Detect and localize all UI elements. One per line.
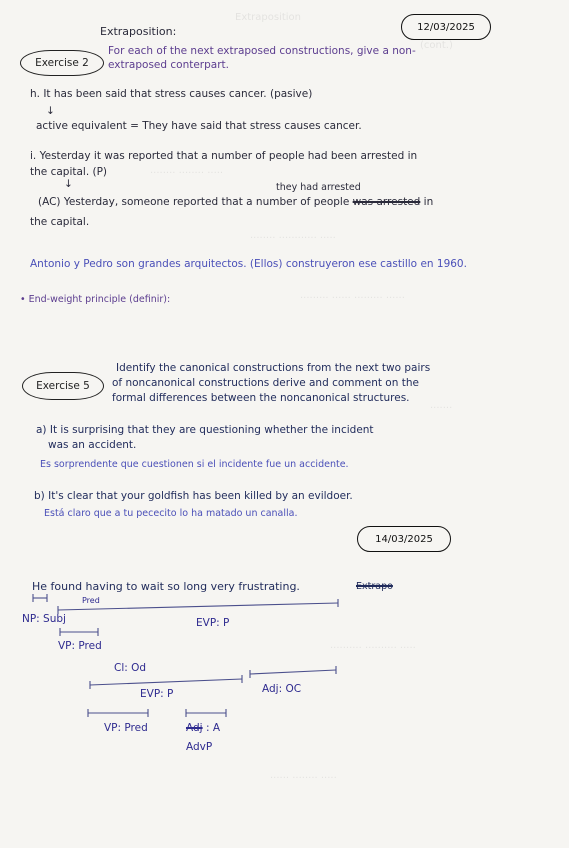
exercise-label: Exercise 5	[22, 372, 104, 400]
bleed-through-text: Extraposition (cont.) ........ ........ ..... ........ ............ ..... ......... ...... ......... ...... ....... .......... .......... ..... ...... ........ .....	[150, 12, 453, 781]
analysis-label-adv-a: Adj : A	[186, 722, 220, 734]
analysis-label-adj-oc: Adj: OC	[262, 683, 302, 695]
exercise5-instruction-line1: Identify the canonical constructions from the next two pairs	[116, 362, 431, 374]
item-b-translation: Está claro que a tu pececito lo ha matado un canalla.	[44, 508, 298, 519]
item-i-sentence-line1: i. Yesterday it was reported that a number of people had been arrested in	[30, 150, 418, 162]
analysis-label-adv-p: AdvP	[186, 741, 213, 753]
item-i-rewrite: (AC) Yesterday, someone reported that a number of people was arrested in	[38, 196, 434, 208]
spanish-example: Antonio y Pedro son grandes arquitectos. (Ellos) construyeron ese castillo en 1960.	[30, 258, 467, 270]
analysis-label-evp: EVP: P	[196, 617, 230, 629]
exercise-instruction-line2: extraposed conterpart.	[108, 59, 229, 71]
item-h-equivalent: active equivalent = They have said that stress causes cancer.	[36, 120, 362, 132]
item-i-sentence-line2: the capital. (P)	[30, 166, 108, 178]
analysis-label-pred: Pred	[82, 596, 100, 605]
exercise-instruction-line1: For each of the next extraposed constructions, give a non-	[108, 45, 416, 57]
exercise5-instruction-line2: of noncanonical constructions derive and comment on the	[112, 377, 419, 389]
down-arrow-icon: ↓	[64, 178, 73, 190]
exercise5-instruction-line3: formal differences between the noncanonical structures.	[112, 392, 410, 404]
end-weight-note: • End-weight principle (definir):	[20, 294, 171, 305]
down-arrow-icon: ↓	[46, 105, 55, 117]
item-a-sentence-line1: a) It is surprising that they are questioning whether the incident	[36, 424, 374, 436]
analysis-label-vp-pred: VP: Pred	[58, 640, 102, 652]
date-badge: 12/03/2025	[401, 14, 491, 40]
page-title: Extraposition:	[100, 25, 177, 38]
analysis-sentence: He found having to wait so long very frustrating.	[32, 580, 300, 593]
item-b-sentence: b) It's clear that your goldfish has been killed by an evildoer.	[34, 490, 353, 502]
analysis-label-vp-pred-2: VP: Pred	[104, 722, 148, 734]
item-i-insertion: they had arrested	[276, 182, 361, 193]
analysis-label-np-subj: NP: Subj	[22, 613, 66, 625]
item-a-translation: Es sorprendente que cuestionen si el incidente fue un accidente.	[40, 459, 349, 470]
analysis-label-cl-od: Cl: Od	[114, 662, 147, 674]
analysis-struck-word: Extrapo	[356, 581, 393, 592]
exercise-label: Exercise 2	[20, 50, 104, 76]
item-a-sentence-line2: was an accident.	[48, 439, 137, 451]
item-h-sentence: h. It has been said that stress causes cancer. (pasive)	[30, 88, 313, 100]
analysis-label-evp-2: EVP: P	[140, 688, 174, 700]
date-badge: 14/03/2025	[357, 526, 451, 552]
item-i-rewrite-end: the capital.	[30, 216, 90, 228]
